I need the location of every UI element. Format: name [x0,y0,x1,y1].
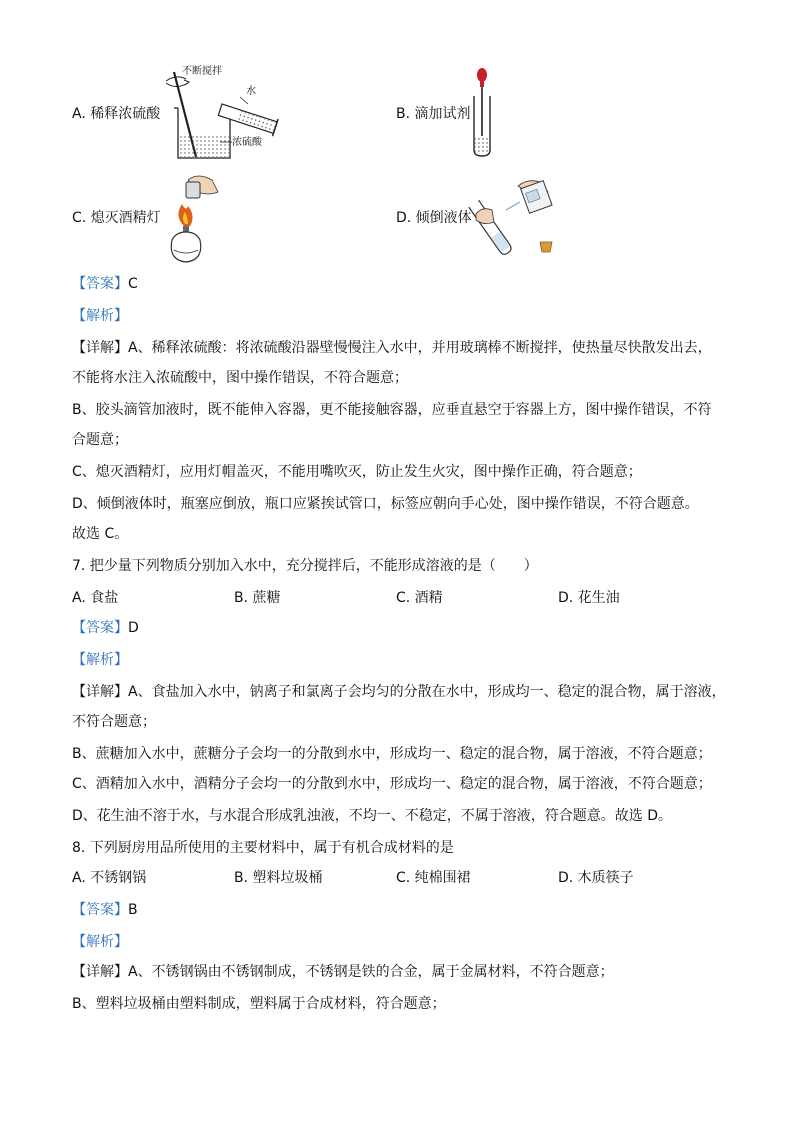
q6-option-b: B. 滴加试剂 [396,106,471,122]
q8-detail-line: B、塑料垃圾桶由塑料制成，塑料属于合成材料，符合题意； [72,996,446,1012]
answer-value: C [128,276,138,292]
q8-option-c: C. 纯棉围裙 [396,870,471,886]
q6-detail-line [72,338,712,358]
answer-tag: 【答案】 [72,620,128,636]
q8-option-a: A. 不锈钢锅 [72,870,147,886]
q6-answer [72,274,138,294]
q7-option-a: A. 食盐 [72,590,119,606]
label-water: 水 [246,86,256,97]
detail-text: A、稀释浓硫酸：将浓硫酸沿器壁慢慢注入水中，并用玻璃棒不断搅拌，使热量尽快散发出去， [128,340,712,356]
q7-detail-line: D、花生油不溶于水，与水混合形成乳浊液，不均一、不稳定，不属于溶液，符合题意。故选 D。 [72,808,673,824]
q7-answer [72,618,139,638]
detail-tag: 【详解】 [72,964,128,980]
q8-option-d: D. 木质筷子 [558,870,634,886]
q6-detail-line: C、熄灭酒精灯，应用灯帽盖灭，不能用嘴吹灭，防止发生火灾，图中操作正确，符合题意； [72,464,642,480]
q7-stem: 7. 把少量下列物质分别加入水中，充分搅拌后，不能形成溶液的是（ ） [72,558,538,574]
q6-analysis-tag: 【解析】 [72,308,128,324]
q6-option-c: C. 熄灭酒精灯 [72,210,161,226]
q6-option-d: D. 倾倒液体 [396,210,472,226]
q6-detail-line: D、倾倒液体时，瓶塞应倒放，瓶口应紧挨试管口，标签应朝向手心处，图中操作错误，不符合题意。 [72,496,699,512]
q6-detail-line: 合题意； [72,432,128,448]
q7-option-c: C. 酒精 [396,590,443,606]
label-acid: 浓硫酸 [232,137,262,148]
answer-value: B [128,902,138,918]
detail-text: A、不锈钢锅由不锈钢制成，不锈钢是铁的合金，属于金属材料，不符合题意； [128,964,614,980]
q7-detail-line [72,682,726,702]
q7-option-d: D. 花生油 [558,590,620,606]
answer-tag: 【答案】 [72,276,128,292]
detail-tag: 【详解】 [72,684,128,700]
q7-option-b: B. 蔗糖 [234,590,281,606]
q6-detail-line: 不能将水注入浓硫酸中，图中操作错误，不符合题意； [72,370,408,386]
q7-detail-line: 不符合题意； [72,714,156,730]
q8-analysis-tag: 【解析】 [72,934,128,950]
answer-value: D [128,620,139,636]
q8-detail-line [72,962,614,982]
detail-text: A、食盐加入水中，钠离子和氯离子会均匀的分散在水中，形成均一、稳定的混合物，属于溶液， [128,684,726,700]
detail-tag: 【详解】 [72,340,128,356]
q8-option-b: B. 塑料垃圾桶 [234,870,323,886]
q8-stem: 8. 下列厨房用品所使用的主要材料中，属于有机合成材料的是 [72,840,454,856]
q7-detail-line: C、酒精加入水中，酒精分子会均一的分散到水中，形成均一、稳定的混合物，属于溶液，不符合题意； [72,776,712,792]
q8-answer [72,900,138,920]
figure-dilute-acid [160,64,290,164]
figure-pouring [466,176,562,264]
label-stir: 不断搅拌 [182,66,222,77]
figure-dropper [470,66,494,158]
figure-alcohol-lamp [164,172,224,264]
q6-option-a: A. 稀释浓硫酸 [72,106,161,122]
q6-detail-line: B、胶头滴管加液时，既不能伸入容器，更不能接触容器，应垂直悬空于容器上方，图中操作错误，不符 [72,402,712,418]
q7-analysis-tag: 【解析】 [72,652,128,668]
answer-tag: 【答案】 [72,902,128,918]
q6-detail-line: 故选 C。 [72,526,129,542]
q7-detail-line: B、蔗糖加入水中，蔗糖分子会均一的分散到水中，形成均一、稳定的混合物，属于溶液，不符合题意； [72,746,712,762]
